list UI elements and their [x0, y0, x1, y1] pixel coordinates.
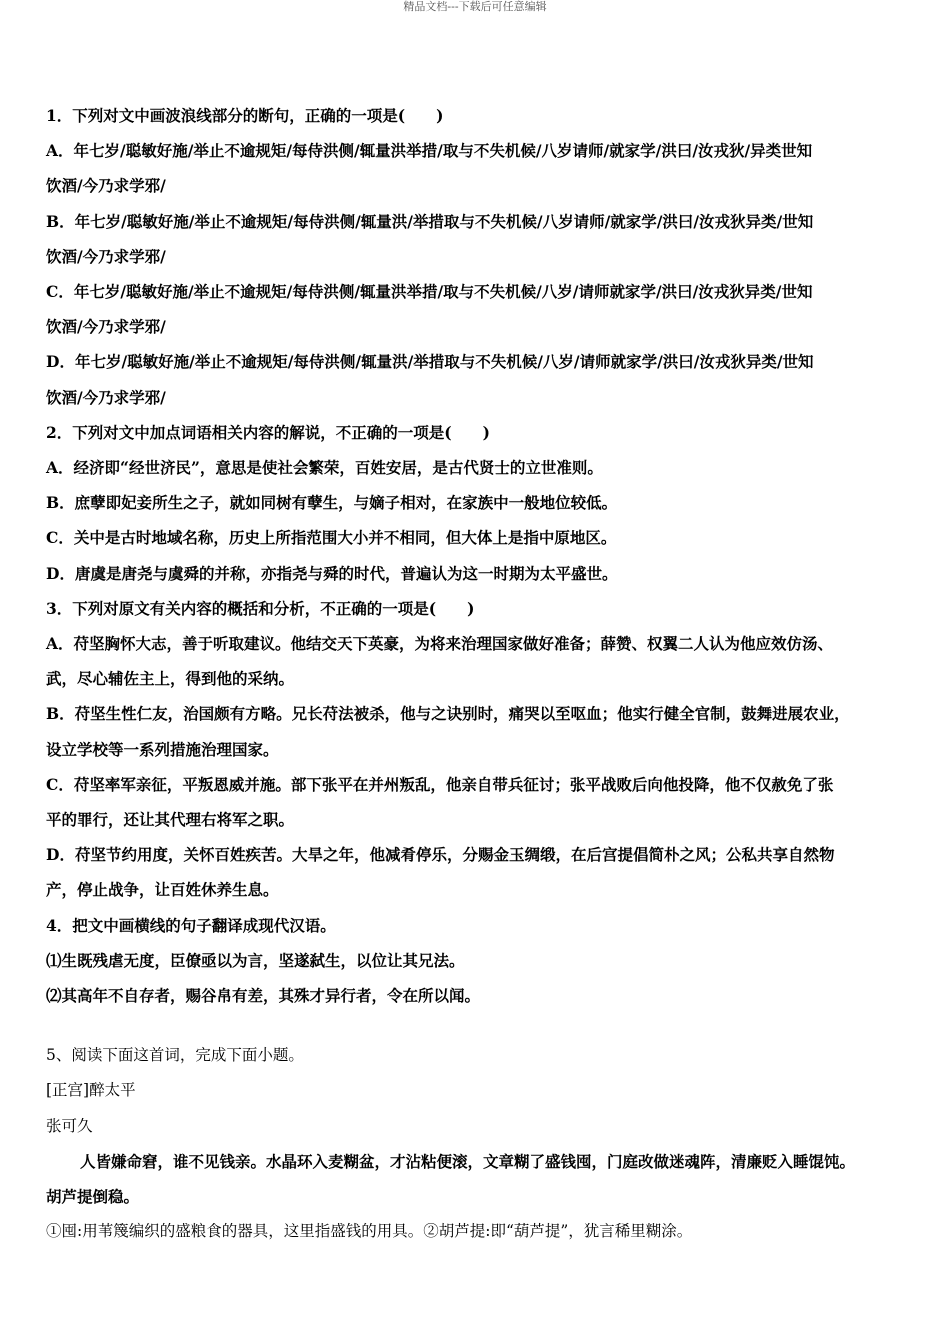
q3-option-d-line2: 产，停止战争，让百姓休养生息。 — [46, 880, 279, 900]
q4-sentence-1: ⑴生既残虐无度，臣僚亟以为言，坚遂弑生，以位让其兄法。 — [46, 950, 465, 970]
q3-option-d-line1: D．苻坚节约用度，关怀百姓疾苦。大旱之年，他减肴停乐，分赐金玉绸缎，在后宫提倡简朴之风；公私共享自然物 — [46, 845, 835, 865]
poem-notes: ①囤:用苇篾编织的盛粮食的器具，这里指盛钱的用具。②胡芦提:即“葫芦提”，犹言稀里糊涂。 — [46, 1222, 693, 1241]
section-gap — [46, 1013, 914, 1038]
q3-stem: 3．下列对原文有关内容的概括和分析，不正确的一项是( ) — [46, 598, 475, 618]
q1-stem: 1．下列对文中画波浪线部分的断句，正确的一项是( ) — [46, 106, 444, 125]
q3-option-c-line1: C．苻坚率军亲征，平叛恩威并施。部下张平在并州叛乱，他亲自带兵征讨；张平战败后向他投降，他不仅赦免了张 — [46, 774, 834, 794]
q3-option-b-line1: B．苻坚生性仁友，治国颇有方略。兄长苻法被杀，他与之诀别时，痛哭以至呕血；他实行健全官制，鼓舞进展农业， — [46, 704, 850, 724]
q5-stem: 5、阅读下面这首词，完成下面小题。 — [46, 1046, 304, 1065]
q2-option-c: C．关中是古时地域名称，历史上所指范围大小并不相同，但大体上是指中原地区。 — [46, 528, 617, 548]
q1-option-d-line1: D．年七岁/聪敏好施/举止不逾规矩/每侍洪侧/辄量洪/举措取与不失机候/八岁/请师就家学/洪曰/汝戎狄异类/世知 — [46, 352, 814, 372]
q3-option-c-line2: 平的罪行，还让其代理右将军之职。 — [46, 810, 295, 830]
document-body — [46, 98, 914, 1250]
poem-title: [正宫]醉太平 — [46, 1081, 136, 1100]
header-watermark: 精品文档---下载后可任意编辑 — [403, 0, 547, 13]
q2-option-a: A．经济即“经世济民”，意思是使社会繁荣，百姓安居，是古代贤士的立世准则。 — [46, 458, 603, 478]
q2-option-d: D．唐虞是唐尧与虞舜的并称，亦指尧与舜的时代，普遍认为这一时期为太平盛世。 — [46, 563, 618, 583]
q1-option-c-line1: C．年七岁/聪敏好施/举止不逾规矩/每侍洪侧/辄量洪举措/取与不失机候/八岁/请师就家学/洪曰/汝戎狄异类/世知 — [46, 282, 813, 302]
q3-option-a-line1: A．苻坚胸怀大志，善于听取建议。他结交天下英豪，为将来治理国家做好准备；薛赞、权翼二人认为他应效仿汤、 — [46, 634, 834, 654]
q2-option-b: B．庶孽即妃妾所生之子，就如同树有孽生，与嫡子相对，在家族中一般地位较低。 — [46, 493, 618, 513]
poem-text-line2: 胡芦提倒稳。 — [46, 1187, 140, 1207]
q1-option-b-line2: 饮酒/今乃求学邪/ — [46, 246, 166, 266]
q3-option-b-line2: 设立学校等一系列措施治理国家。 — [46, 739, 279, 759]
q2-stem: 2．下列对文中加点词语相关内容的解说，不正确的一项是( ) — [46, 422, 490, 442]
poem-text-line1: 人皆嫌命窘，谁不见钱亲。水晶环入麦糊盆，才沾粘便滚，文章糊了盛钱囤，门庭改做迷魂阵，清廉贬入睡馄饨。 — [80, 1151, 856, 1171]
q1-option-d-line2: 饮酒/今乃求学邪/ — [46, 387, 166, 407]
q3-option-a-line2: 武，尽心辅佐主上，得到他的采纳。 — [46, 669, 295, 689]
q4-sentence-2: ⑵其高年不自存者，赐谷帛有差，其殊才异行者，令在所以闻。 — [46, 986, 481, 1006]
poem-author: 张可久 — [46, 1116, 93, 1135]
q1-option-b-line1: B．年七岁/聪敏好施/举止不逾规矩/每侍洪侧/辄量洪/举措取与不失机候/八岁请师/就家学/洪曰/汝戎狄异类/世知 — [46, 211, 814, 231]
q4-stem: 4．把文中画横线的句子翻译成现代汉语。 — [46, 915, 336, 935]
q1-option-a-line1: A．年七岁/聪敏好施/举止不逾规矩/每侍洪侧/辄量洪举措/取与不失机候/八岁请师/就家学/洪曰/汝戎狄/异类世知 — [46, 141, 813, 161]
q1-option-a-line2: 饮酒/今乃求学邪/ — [46, 176, 166, 196]
q1-option-c-line2: 饮酒/今乃求学邪/ — [46, 317, 166, 337]
